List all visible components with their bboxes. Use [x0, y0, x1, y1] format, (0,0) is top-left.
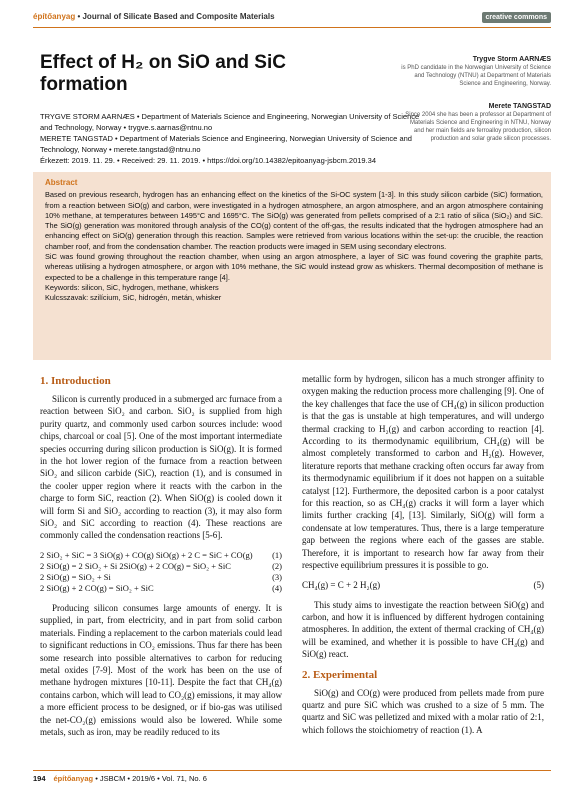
author-2: MERETE TANGSTAD • Department of Materials Science and Engineering, Norwegian University of Science and Technology, Norway • merete.tangstad@ntnu.no [40, 134, 412, 154]
abstract-para: SiC was found growing throughout the reaction chamber, when using an argon atmosphere, a layer of SiC was found covering the graphite parts, whereas utilising a hydrogen atmosphere, or argon with 10% methane, the SiC would instead grow as whiskers. Thermal decomposition of methane is expected to be a challenge in this temperature range [4]. [45, 252, 543, 282]
bio-text: Since 2004 she has been a professor at Department of Materials Science and Engineering in NTNU, Norway and her main fields are ferroalloy production, silicon production and solar grade silicon processes. [405, 112, 551, 142]
page-number: 194 [33, 774, 46, 783]
header-rule [33, 27, 551, 28]
dates-doi[interactable]: Érkezett: 2019. 11. 29. • Received: 29. 11. 2019. • https://doi.org/10.14382/epitoanyag-jsbcm.2019.34 [40, 156, 377, 165]
equation: 2 SiO(g) = 2 SiO₂ + Si 2SiO(g) + 2 CO(g) = SiO₂ + SiC (2) [40, 560, 282, 571]
page-footer [33, 774, 207, 783]
keywords: Keywords: silicon, SiC, hydrogen, methane, whiskers [45, 282, 219, 292]
left-column [40, 375, 282, 741]
equation-block [40, 550, 282, 594]
section-heading: 1. Introduction [40, 375, 111, 387]
body-paragraph: This study aims to investigate the reaction between SiO(g) and carbon, and how it is influenced by different hydrogen containing atmospheres. In addition, the extent of thermal cracking of CH₄(g) will be examined, and whether it is possible to have CH₄(g) and SiO(g) react. [302, 599, 544, 660]
author-block [40, 111, 420, 166]
paper-title: Effect of H₂ on SiO and SiC formation [40, 52, 286, 95]
right-column [302, 373, 544, 739]
author-1: TRYGVE STORM AARNÆS • Department of Materials Science and Engineering, Norwegian University of Science and Technology, Norway • trygve.s.aarnas@ntnu.no [40, 112, 420, 132]
journal-header [33, 12, 275, 21]
footer-rule [33, 770, 551, 771]
body-paragraph: Silicon is currently produced in a submerged arc furnace from a reaction between SiO₂ and carbon. SiO₂ is supplied from high purity quartz, and commonly used carbon sources include: wood chips, charcoal or coal [5]. One of the most important intermediate species occurring during silicon production is SiO(g). It is formed in the hot lower region of the furnace from a reaction between SiO₂ and silicon carbide (SiC), reaction (1), and is consumed in the cooler upper region where it reacts with the carbon in the charge to form SiC, reaction (2). When SiO(g) is cooled down it will form Si and SiO₂ according to reaction (3), it may also form SiO₂ and SiC according to reaction (4). These reactions are commonly called the condensation reactions [5-6]. [40, 394, 282, 541]
bio-name: Merete TANGSTAD [488, 103, 551, 110]
footer-brand: építőanyag [53, 774, 94, 783]
equation: 2 SiO₂ + SiC = 3 SiO(g) + CO(g) SiO(g) + 2 C = SiC + CO(g) (1) [40, 549, 282, 560]
sidebar-bio-2 [401, 103, 551, 143]
equation: CH₄(g) = C + 2 H₂(g) (5) [302, 579, 544, 590]
body-paragraph: Producing silicon consumes large amounts of energy. It is supplied, in part, from electricity, and in part from solid carbon materials. Finding a replacement to the carbon materials could lead to significant reductions in CO₂ emissions. Thus far there has been some research into possible alternatives to carbon for reducing metal oxides [7-9]. Most of the work has been on the use of methane hydrogen mixtures [10-11]. Despite the fact that CH₄(g) contains carbon, which will lead to CO₂(g) emissions, it may allow a more efficient process to be designed, or if bio-gas was utilised the net-CO₂(g) emissions would also be lowered. While some metals, such as iron, may be readily reduced to its [40, 602, 282, 737]
footer-issue: • JSBCM • 2019/6 • Vol. 71, No. 6 [93, 774, 207, 783]
equation: 2 SiO(g) = SiO₂ + Si (3) [40, 571, 282, 582]
abstract [45, 178, 543, 304]
journal-name: • Journal of Silicate Based and Composite Materials [75, 12, 275, 21]
journal-brand: építőanyag [33, 12, 76, 21]
sidebar-bio-1 [401, 56, 551, 88]
body-paragraph: metallic form by hydrogen, silicon has a much stronger affinity to oxygen making the reduction process more challenging [9]. One of the key challenges that face the use of CH₄(g) in silicon production is that the gas is unstable at high temperatures, and will undergo thermal cracking to H₂(g) and carbon according to reaction [4]. According to its thermodynamic equilibrium, CH₄(g) will be almost completely transformed to carbon and H₂(g). However, literature reports that methane cracking often occurs far away from its thermodynamic equilibrium if it does not happen on a suitable catalyst [12]. Furthermore, the deposited carbon is a poor catalyst for this reaction, so as CH₄(g) cracks it will form a layer which limits further cracking [4], [13]. Similarly, SiO(g) will form a condensate at low temperatures. Thus, there is a large temperature gap between the regions where each of the gasses are stable. Therefore, it is important to research how far away from their respective equilibrium pressures it is possible to go. [302, 374, 544, 571]
bio-text: is PhD candidate in the Norwegian University of Science and Technology (NTNU) at Department of Materials Science and Engineering, Norway. [401, 65, 551, 87]
keywords-hu: Kulcsszavak: szilícium, SiC, hidrogén, metán, whisker [45, 293, 222, 303]
bio-name: Trygve Storm AARNÆS [472, 56, 551, 63]
body-paragraph: SiO(g) and CO(g) were produced from pellets made from pure quartz and pure SiC which was crushed to a size of 5 mm. The quartz and SiC was pelletized and mixed with a molar ratio of 2:1, which follows the stoichiometry of reaction (1). A [302, 687, 544, 735]
abstract-heading: Abstract [45, 178, 78, 187]
creative-commons-logo[interactable]: creative commons [482, 12, 551, 23]
abstract-para: Based on previous research, hydrogen has an enhancing effect on the kinetics of the Si-OC system [1-3]. In this study silicon carbide (SiC) formation, from a reaction between SiO(g) and carbon, were investigated in a hydrogen atmosphere, an argon atmosphere, and an argon atmosphere containing 10% methane, at temperatures between 1495°C and 1695°C. The SiO(g) was generated from pellets comprised of a 2:1 ratio of silica (SiO₂) and SiC. The SiO(g) generation was monitored through analysis of the CO(g) content of the off-gas, the results indicated that the hydrogen atmosphere had an enhancing effect on SiO(g) generation through this reaction. Samples were retrieved from various locations within the set-up: the crucible, the reaction chamber roof, and from the condensation chamber. The reaction products were imaged in SEM using secondary electrons. [45, 190, 543, 251]
section-heading: 2. Experimental [302, 668, 378, 681]
equation: 2 SiO(g) + 2 CO(g) = SiO₂ + SiC (4) [40, 582, 282, 593]
